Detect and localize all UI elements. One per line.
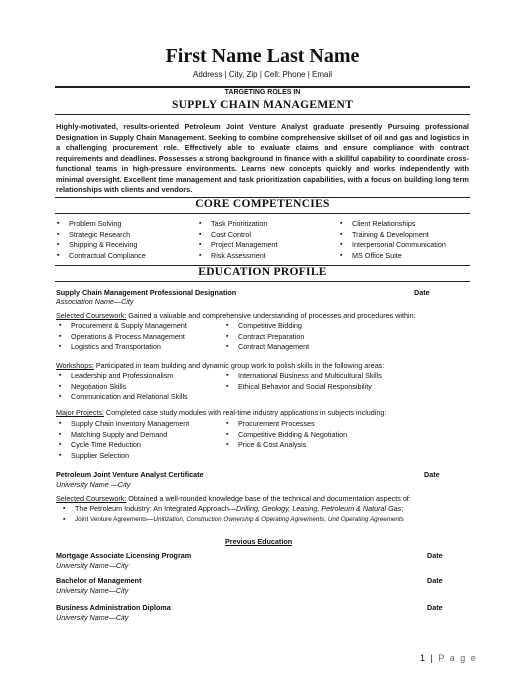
previous-program-name: Business Administration Diploma [56,603,171,612]
target-title: SUPPLY CHAIN MANAGEMENT [171,99,354,111]
previous-program-school: University Name—City [56,613,129,622]
previous-program-school: University Name—City [56,586,129,595]
coursework-list [75,504,404,525]
program-date: Date [414,288,430,297]
competency-item: ▪ Problem Solving [69,219,146,230]
competency-item: ▪ Strategic Research [69,230,146,241]
section-title-competencies: CORE COMPETENCIES [195,198,330,210]
divider [55,86,470,88]
divider [55,213,470,214]
competency-item: ▪ Task Prioritization [211,219,277,230]
coursework-item: ▪ Logistics and Transportation [71,342,187,353]
workshops-line [56,361,384,370]
workshops-list-2 [238,371,382,392]
competency-item: ▪ Risk Assessment [211,251,277,262]
competency-item: ▪ Client Relationships [352,219,446,230]
program-school: Association Name—City [56,297,134,306]
page-label: P a g e [438,653,478,663]
coursework-item [75,504,404,515]
coursework-item-title: Joint Venture Agreements [75,515,148,523]
contact-line: Address | City, Zip | Cell: Phone | Email [192,70,333,79]
project-item: ▪ Supplier Selection [71,451,189,462]
projects-list-1 [71,419,189,461]
previous-program-name: Mortgage Associate Licensing Program [56,551,192,560]
workshop-item: ▪ Negotiation Skills [71,382,188,393]
coursework-text: Gained a valuable and comprehensive understanding of processes and procedures within: [126,311,416,320]
projects-label: Major Projects: [56,408,104,417]
page-number: 1 [420,653,427,663]
coursework-line [56,311,416,320]
coursework-item [75,515,404,526]
coursework-item: ▪ Operations & Process Management [71,332,187,343]
competency-column-1 [69,219,146,261]
project-item: ▪ Matching Supply and Demand [71,430,189,441]
coursework-item: ▪ Contract Preparation [238,332,309,343]
program-name: Petroleum Joint Venture Analyst Certificate [56,470,204,479]
competency-item: ▪ Cost Control [211,230,277,241]
coursework-item: ▪ Contract Management [238,342,309,353]
project-item: ▪ Cycle Time Reduction [71,440,189,451]
program-school: University Name —City [56,480,131,489]
workshops-list-1 [71,371,188,403]
coursework-list-2 [238,321,309,353]
workshop-item: ▪ Communication and Relational Skills [71,392,188,403]
project-item: ▪ Supply Chain Inventory Management [71,419,189,430]
workshop-item: ▪ International Business and Multicultural Skills [238,371,382,382]
competency-column-3 [352,219,446,261]
page-footer: 1 | P a g e [420,653,478,663]
coursework-item-detail: —Drilling, Geology, Leasing, Petroleum & Natural Gas [228,504,402,513]
projects-text: Completed case study modules with real-time industry applications in subjects including: [103,408,387,417]
workshops-label: Workshops: [56,361,94,370]
competency-item: ▪ Interpersonal Communication [352,240,446,251]
program-name: Supply Chain Management Professional Designation [56,288,237,297]
previous-program-school: University Name—City [56,561,129,570]
coursework-label: Selected Coursework: [56,311,127,320]
previous-education-title: Previous Education [225,537,293,546]
coursework-line [56,494,411,503]
competency-item: ▪ Contractual Compliance [69,251,146,262]
coursework-item-title: The Petroleum Industry: An Integrated Approach [75,504,229,513]
workshop-item: ▪ Ethical Behavior and Social Responsibility [238,382,382,393]
projects-line [56,408,386,417]
divider [55,281,470,282]
coursework-label: Selected Coursework: [56,494,127,503]
workshops-text: Participated in team building and dynamic group work to polish skills in the following areas: [93,361,385,370]
projects-list-2 [238,419,347,451]
competency-item: ▪ Project Management [211,240,277,251]
previous-program-name: Bachelor of Management [56,576,142,585]
coursework-text: Obtained a well-rounded knowledge base of the technical and documentation aspects of: [126,494,411,503]
competency-column-2 [211,219,277,261]
candidate-name: First Name Last Name [165,45,360,67]
target-label: TARGETING ROLES IN [224,89,301,96]
competency-item: ▪ Shipping & Receiving [69,240,146,251]
coursework-item: ▪ Procurement & Supply Management [71,321,187,332]
workshop-item: ▪ Leadership and Professionalism [71,371,188,382]
project-item: ▪ Price & Cost Analysis [238,440,347,451]
previous-program-date: Date [427,576,443,585]
project-item: ▪ Procurement Processes [238,419,347,430]
coursework-item-detail: —Unitization, Construction Ownership & Operating Agreements, Unit Operating Agreements [147,515,404,523]
competency-item: ▪ MS Office Suite [352,251,446,262]
summary-paragraph: Highly-motivated, results-oriented Petroleum Joint Venture Analyst graduate presently Pursuing professional Designation in Supply Chain Management. Seeking to combine comprehensive skillset of oil and gas and logistics in a challenging procurement role. Effectively able to evaluate claims and ensure compliance with contract requirements and deadlines. Possesses a strong background in finance with a skillful capability to coordinate cross-functional teams in high-pressure environments. Learns new concepts quickly and works independently with minimal oversight. Excellent time management and task prioritization capabilities, with a focus on building long term relationships with clients and vendors. [56,122,469,194]
coursework-list-1 [71,321,187,353]
project-item: ▪ Competitive Bidding & Negotiation [238,430,347,441]
competency-item: ▪ Training & Development [352,230,446,241]
divider [55,114,470,115]
previous-program-date: Date [427,551,443,560]
coursework-item: ▪ Competitive Bidding [238,321,309,332]
coursework-item-end: ; [401,504,404,513]
previous-program-date: Date [427,603,443,612]
section-title-education: EDUCATION PROFILE [198,266,327,278]
program-date: Date [424,470,440,479]
